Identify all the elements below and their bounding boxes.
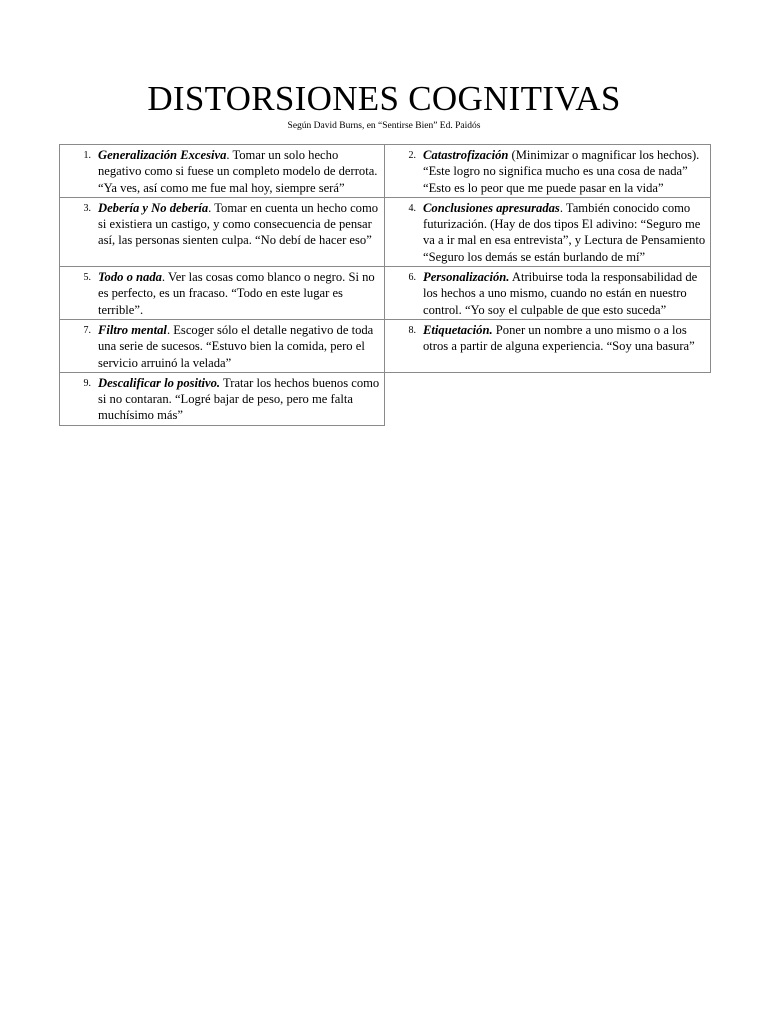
list-item — [385, 269, 706, 318]
table-cell-4 — [385, 197, 711, 266]
item-text: Poner un nombre a uno mismo o a los otros a partir de alguna experiencia. “Soy una basura” — [423, 322, 695, 354]
distortions-table — [59, 144, 711, 426]
table-cell-9 — [60, 372, 385, 425]
item-description — [423, 322, 706, 355]
item-term: Personalización. — [423, 270, 510, 285]
list-item — [60, 375, 380, 424]
item-description — [423, 269, 706, 318]
item-number: 2. — [408, 150, 416, 161]
list-item — [60, 269, 380, 318]
item-text: . Escoger sólo el detalle negativo de toda una serie de sucesos. “Estuvo bien la comida, pero el servicio arruinó la velada” — [98, 322, 374, 370]
item-number: 7. — [83, 324, 91, 336]
item-number: 1. — [83, 150, 91, 161]
list-item — [385, 322, 706, 355]
table-cell-7 — [60, 319, 385, 372]
item-text: . Tomar en cuenta un hecho como si existiera un castigo, y como consecuencia de pensar así, las personas sienten culpa. “No debí de hacer eso” — [98, 200, 379, 248]
table-row — [60, 267, 711, 320]
list-item — [385, 147, 706, 196]
table-row — [60, 197, 711, 266]
table-cell-8 — [385, 319, 711, 372]
item-term: Debería y No debería — [98, 200, 209, 215]
item-description — [98, 375, 380, 424]
item-number: 3. — [83, 202, 91, 214]
table-cell-empty — [385, 372, 711, 425]
table-row — [60, 372, 711, 425]
item-text: (Minimizar o magnificar los hechos). “Este logro no significa mucho es una cosa de nada” “Esto es lo peor que me puede pasar en la vida” — [423, 148, 700, 195]
list-item — [60, 322, 380, 371]
item-term: Etiquetación. — [423, 322, 493, 337]
item-text: . También conocido como futurización. (Hay de dos tipos El adivino: “Seguro me va a ir mal en esa entrevista”, y Lectura de Pensamiento “Seguro los demás se están burlando de mí” — [423, 200, 706, 264]
item-text: . Tomar un solo hecho negativo como si fuese un completo modelo de derrota. “Ya ves, así como me fue mal hoy, siempre será” — [98, 148, 378, 195]
item-text: Tratar los hechos buenos como si no contaran. “Logré bajar de peso, pero me falta muchísimo más” — [98, 375, 380, 423]
list-item — [60, 200, 380, 249]
document-title: DISTORSIONES COGNITIVAS — [147, 79, 621, 118]
item-description — [423, 200, 706, 265]
table-cell-5 — [60, 267, 385, 320]
item-term: Filtro mental — [98, 322, 167, 337]
item-term: Descalificar lo positivo. — [98, 375, 221, 390]
item-number: 4. — [408, 202, 416, 214]
list-item — [385, 200, 706, 265]
table-cell-2 — [385, 145, 711, 198]
item-number: 6. — [408, 272, 416, 284]
item-description — [98, 269, 380, 318]
item-description — [98, 322, 380, 371]
item-number: 9. — [83, 377, 91, 389]
item-term: Conclusiones apresuradas — [423, 200, 560, 215]
table-cell-3 — [60, 197, 385, 266]
list-item — [60, 147, 380, 196]
item-term: Todo o nada — [98, 270, 162, 285]
item-description — [98, 200, 380, 249]
item-text: . Ver las cosas como blanco o negro. Si no es perfecto, es un fracaso. “Todo en este lugar es terrible”. — [98, 270, 375, 317]
item-number: 8. — [408, 324, 416, 336]
item-term: Generalización Excesiva — [98, 148, 227, 162]
item-description — [423, 147, 706, 196]
item-description — [98, 147, 380, 196]
document-subtitle: Según David Burns, en “Sentirse Bien” Ed. Paidós — [287, 121, 481, 131]
table-row — [60, 319, 711, 372]
item-number: 5. — [83, 272, 91, 284]
item-term: Catastrofización — [423, 148, 509, 162]
item-text: Atribuirse toda la responsabilidad de los hechos a uno mismo, cuando no están en nuestro control. “Yo soy el culpable de que esto suceda” — [423, 270, 698, 317]
table-cell-1 — [60, 145, 385, 198]
table-row — [60, 145, 711, 198]
table-cell-6 — [385, 267, 711, 320]
